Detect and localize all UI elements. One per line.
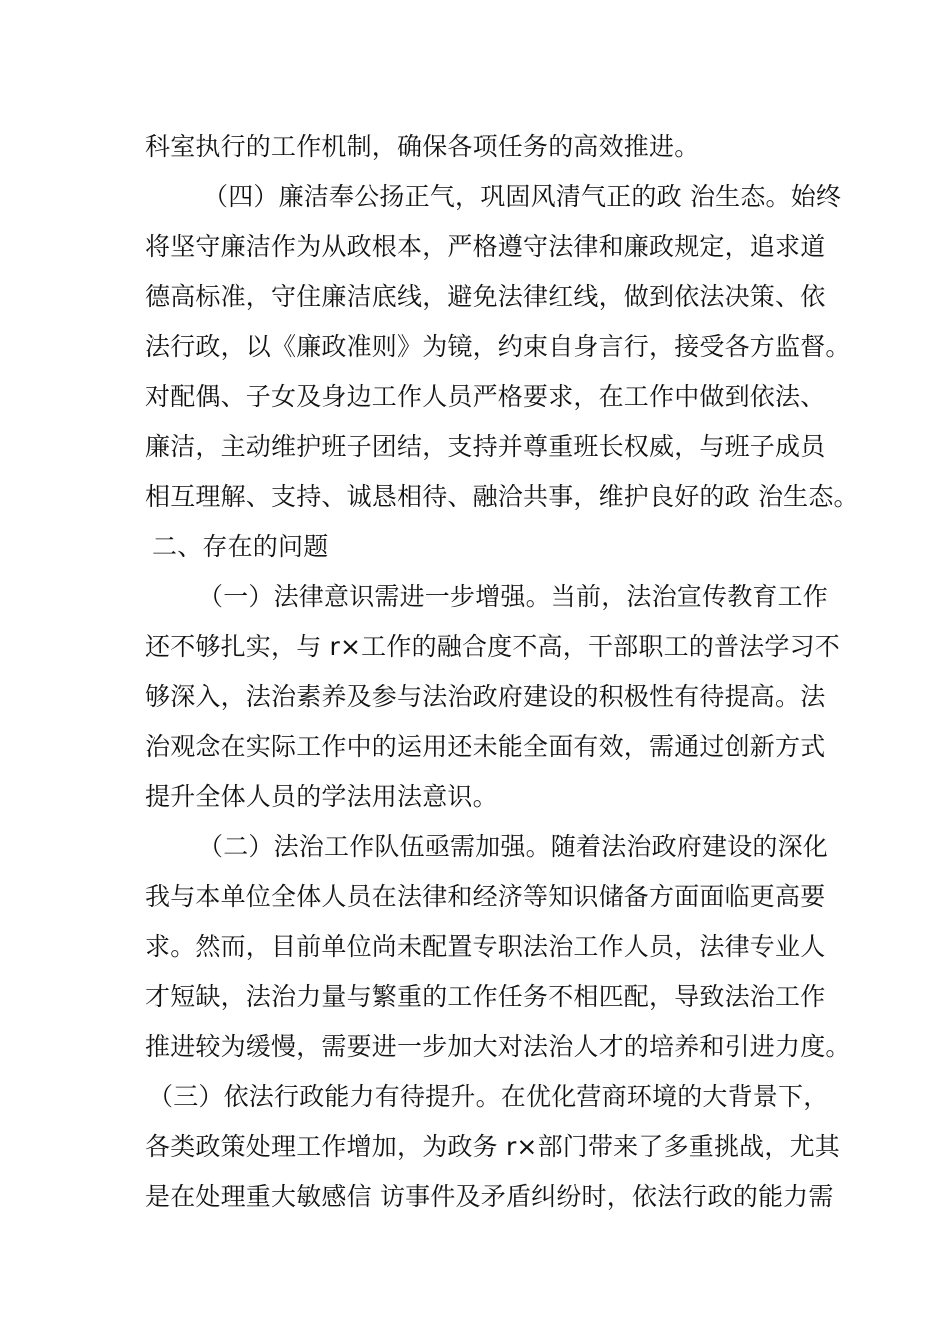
text-line-13: 治观念在实际工作中的运用还未能全面有效，需通过创新方式 [145,732,826,761]
text-line-19: 推进较为缓慢，需要进一步加大对法治人才的培养和引进力度。 [145,1032,851,1061]
text-line-14: 提升全体人员的学法用法意识。 [145,782,498,811]
section-heading: 二、存在的问题 [152,532,329,561]
text-line-15: （二）法治工作队伍亟需加强。随着法治政府建设的深化 [198,832,829,861]
text-line-18: 才短缺，法治力量与繁重的工作任务不相匹配，导致法治工作 [145,982,826,1011]
text-line-8: 相互理解、支持、诚恳相待、融洽共事，维护良好的政 治生态。 [145,482,859,511]
text-line-7: 廉洁，主动维护班子团结，支持并尊重班长权威，与班子成员 [145,432,826,461]
text-line-12: 够深入，法治素养及参与法治政府建设的积极性有待提高。法 [145,682,826,711]
text-line-22: 是在处理重大敏感信 访事件及矛盾纠纷时，依法行政的能力需 [145,1182,834,1211]
text-line-5: 法行政，以《廉政准则》为镜，约束自身言行，接受各方监督。 [145,332,851,361]
text-line-17: 求。然而，目前单位尚未配置专职法治工作人员，法律专业人 [145,932,826,961]
text-line-1: 科室执行的工作机制，确保各项任务的高效推进。 [145,132,700,161]
text-line-11: 还不够扎实，与 r×工作的融合度不高，干部职工的普法学习不 [145,632,840,661]
text-line-10: （一）法律意识需进一步增强。当前，法治宣传教育工作 [198,582,829,611]
text-line-16: 我与本单位全体人员在法律和经济等知识储备方面面临更高要 [145,882,826,911]
text-line-2: （四）廉洁奉公扬正气，巩固风清气正的政 治生态。始终 [203,182,842,211]
text-line-4: 德高标准，守住廉洁底线，避免法律红线，做到依法决策、依 [145,282,826,311]
text-line-6: 对配偶、子女及身边工作人员严格要求，在工作中做到依法、 [145,382,826,411]
text-line-20: （三）依法行政能力有待提升。在优化营商环境的大背景下， [148,1082,829,1111]
text-line-21: 各类政策处理工作增加，为政务 r×部门带来了多重挑战，尤其 [145,1132,840,1161]
text-line-3: 将坚守廉洁作为从政根本，严格遵守法律和廉政规定，追求道 [145,232,826,261]
